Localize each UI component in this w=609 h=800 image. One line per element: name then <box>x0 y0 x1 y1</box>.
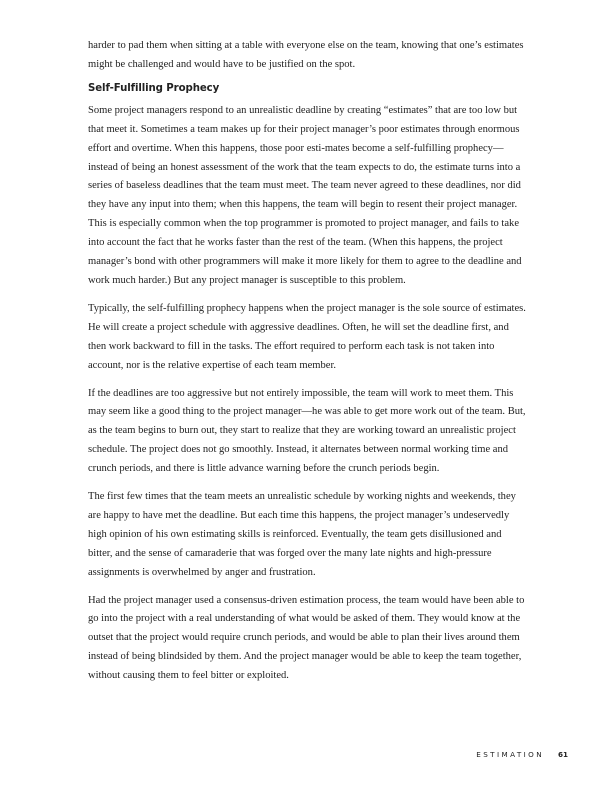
body-paragraph: Some project managers respond to an unrealistic deadline by creating “estimates” that are too low but that meet it. Sometimes a team makes up for their project manager’s poor estimates through enormous effort and overtime. When this happens, those poor esti-mates become a self-fulfilling prophecy—instead of being an honest assessment of the work that the team expects to do, the estimate turns into a series of baseless deadlines that the team must meet. The team never agreed to these deadlines, nor did they have any input into them; when this happens, the team will begin to resent their project manager. This is especially common when the top programmer is promoted to project manager, and fails to take into account the fact that he works faster than the rest of the team. (When this happens, the project manager’s bond with other programmers will make it more likely for them to agree to the deadline and work much harder.) But any project manager is susceptible to this problem. <box>88 104 522 286</box>
body-paragraph: Had the project manager used a consensus-driven estimation process, the team would have been able to go into the project with a real understanding of what would be asked of them. They would know at the outset that the project would require crunch periods, and would be able to plan their lives around them instead of being blindsided by them. And the project manager would be able to keep the team together, without causing them to feel bitter or exploited. <box>88 594 525 682</box>
page-body <box>88 37 527 695</box>
body-paragraph: The first few times that the team meets an unrealistic schedule by working nights and weekends, they are happy to have met the deadline. But each time this happens, the project manager’s undeservedly high opinion of his own estimating skills is reinforced. Eventually, the team gets disillusioned and bitter, and the sense of camaraderie that was forged over the many late nights and high-pressure assignments is overwhelmed by anger and frustration. <box>88 491 516 578</box>
page-footer <box>476 750 568 759</box>
continued-paragraph: harder to pad them when sitting at a table with everyone else on the team, knowing that one’s estimates might be challenged and would have to be justified on the spot. <box>88 40 524 70</box>
running-head: ESTIMATION <box>476 750 544 759</box>
section-heading: Self-Fulfilling Prophecy <box>88 82 220 94</box>
body-paragraph: Typically, the self-fulfilling prophecy happens when the project manager is the sole source of estimates. He will create a project schedule with aggressive deadlines. Often, he will set the deadline first, and then work backward to fill in the tasks. The effort required to perform each task is not taken into account, nor is the relative expertise of each team member. <box>88 302 526 371</box>
body-paragraph: If the deadlines are too aggressive but not entirely impossible, the team will work to meet them. This may seem like a good thing to the project manager—he was able to get more work out of the team. But, as the team begins to burn out, they start to realize that they are working toward an unrealistic project schedule. The project does not go smoothly. Instead, it alternates between normal working time and crunch periods, and there is little advance warning before the crunch periods begin. <box>88 387 526 475</box>
page-number: 61 <box>557 750 568 759</box>
